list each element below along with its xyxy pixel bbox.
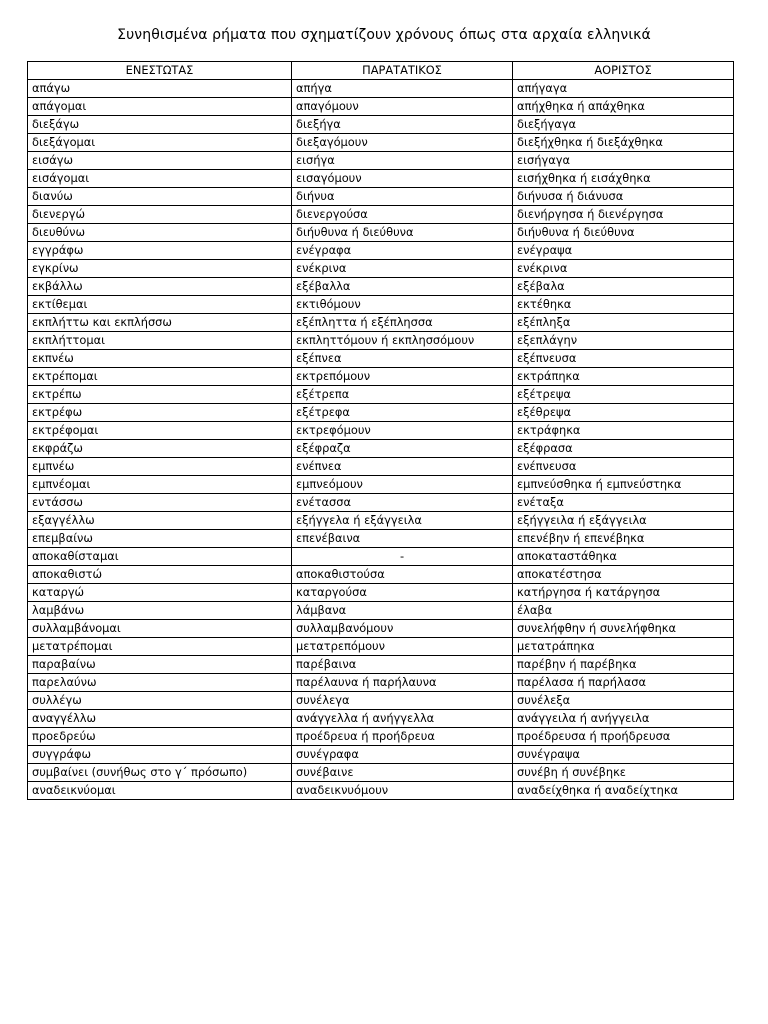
- table-row: [28, 152, 734, 170]
- cell-imperfect: εξέπνεα: [292, 350, 513, 368]
- cell-present: συγγράφω: [28, 746, 292, 764]
- cell-imperfect: εισαγόμουν: [292, 170, 513, 188]
- cell-imperfect: εκτρεφόμουν: [292, 422, 513, 440]
- cell-imperfect: εκτιθόμουν: [292, 296, 513, 314]
- cell-aorist: ενέκρινα: [513, 260, 734, 278]
- cell-aorist: εμπνεύσθηκα ή εμπνεύστηκα: [513, 476, 734, 494]
- cell-imperfect: συνέλεγα: [292, 692, 513, 710]
- cell-imperfect: εκτρεπόμουν: [292, 368, 513, 386]
- cell-imperfect: παρέλαυνα ή παρήλαυνα: [292, 674, 513, 692]
- cell-present: διανύω: [28, 188, 292, 206]
- cell-aorist: συνέλεξα: [513, 692, 734, 710]
- table-row: [28, 674, 734, 692]
- cell-present: εξαγγέλλω: [28, 512, 292, 530]
- cell-aorist: παρέλασα ή παρήλασα: [513, 674, 734, 692]
- cell-aorist: εξέθρεψα: [513, 404, 734, 422]
- cell-aorist: εξέτρεψα: [513, 386, 734, 404]
- cell-aorist: εκτράπηκα: [513, 368, 734, 386]
- table-row: [28, 710, 734, 728]
- table-row: [28, 206, 734, 224]
- table-row: [28, 584, 734, 602]
- cell-imperfect: απήγα: [292, 80, 513, 98]
- cell-aorist: συνελήφθην ή συνελήφθηκα: [513, 620, 734, 638]
- table-row: [28, 188, 734, 206]
- table-body: [28, 80, 734, 800]
- cell-present: αποκαθιστώ: [28, 566, 292, 584]
- cell-aorist: έλαβα: [513, 602, 734, 620]
- cell-aorist: διεξήγαγα: [513, 116, 734, 134]
- cell-imperfect: -: [292, 548, 513, 566]
- cell-imperfect: λάμβανα: [292, 602, 513, 620]
- table-row: [28, 260, 734, 278]
- cell-present: αναγγέλλω: [28, 710, 292, 728]
- cell-present: συλλέγω: [28, 692, 292, 710]
- verb-tenses-table: [27, 61, 734, 800]
- cell-imperfect: εξέπληττα ή εξέπλησσα: [292, 314, 513, 332]
- table-row: [28, 512, 734, 530]
- cell-aorist: διήυθυνα ή διεύθυνα: [513, 224, 734, 242]
- table-row: [28, 656, 734, 674]
- cell-present: αποκαθίσταμαι: [28, 548, 292, 566]
- cell-present: εκπνέω: [28, 350, 292, 368]
- cell-aorist: εκτέθηκα: [513, 296, 734, 314]
- cell-aorist: ανάγγειλα ή ανήγγειλα: [513, 710, 734, 728]
- table-row: [28, 80, 734, 98]
- cell-aorist: εξέπνευσα: [513, 350, 734, 368]
- cell-aorist: συνέγραψα: [513, 746, 734, 764]
- table-row: [28, 386, 734, 404]
- cell-imperfect: εξήγγελα ή εξάγγειλα: [292, 512, 513, 530]
- table-row: [28, 782, 734, 800]
- cell-present: εκτίθεμαι: [28, 296, 292, 314]
- table-row: [28, 476, 734, 494]
- cell-imperfect: ενέπνεα: [292, 458, 513, 476]
- cell-imperfect: αναδεικνυόμουν: [292, 782, 513, 800]
- cell-aorist: εισήγαγα: [513, 152, 734, 170]
- cell-imperfect: συνέβαινε: [292, 764, 513, 782]
- cell-aorist: αποκατέστησα: [513, 566, 734, 584]
- cell-imperfect: διήυθυνα ή διεύθυνα: [292, 224, 513, 242]
- cell-aorist: ενέπνευσα: [513, 458, 734, 476]
- cell-present: παραβαίνω: [28, 656, 292, 674]
- cell-imperfect: συνέγραφα: [292, 746, 513, 764]
- table-row: [28, 170, 734, 188]
- cell-imperfect: παρέβαινα: [292, 656, 513, 674]
- cell-imperfect: ενέγραφα: [292, 242, 513, 260]
- table-row: [28, 116, 734, 134]
- cell-imperfect: διενεργούσα: [292, 206, 513, 224]
- cell-present: παρελαύνω: [28, 674, 292, 692]
- table-row: [28, 224, 734, 242]
- cell-imperfect: διήνυα: [292, 188, 513, 206]
- table-header-row: [28, 62, 734, 80]
- cell-present: μετατρέπομαι: [28, 638, 292, 656]
- cell-aorist: αποκαταστάθηκα: [513, 548, 734, 566]
- cell-present: διεξάγω: [28, 116, 292, 134]
- cell-imperfect: απαγόμουν: [292, 98, 513, 116]
- cell-imperfect: εισήγα: [292, 152, 513, 170]
- table-row: [28, 368, 734, 386]
- cell-aorist: επενέβην ή επενέβηκα: [513, 530, 734, 548]
- table-row: [28, 242, 734, 260]
- cell-aorist: απήγαγα: [513, 80, 734, 98]
- cell-aorist: παρέβην ή παρέβηκα: [513, 656, 734, 674]
- column-header-aorist: ΑΟΡΙΣΤΟΣ: [513, 62, 734, 80]
- table-row: [28, 404, 734, 422]
- cell-imperfect: διεξήγα: [292, 116, 513, 134]
- cell-imperfect: επενέβαινα: [292, 530, 513, 548]
- cell-present: εντάσσω: [28, 494, 292, 512]
- table-row: [28, 98, 734, 116]
- cell-present: διευθύνω: [28, 224, 292, 242]
- cell-present: καταργώ: [28, 584, 292, 602]
- cell-aorist: εξέβαλα: [513, 278, 734, 296]
- cell-present: εκτρέφομαι: [28, 422, 292, 440]
- cell-aorist: αναδείχθηκα ή αναδείχτηκα: [513, 782, 734, 800]
- cell-present: απάγομαι: [28, 98, 292, 116]
- cell-imperfect: συλλαμβανόμουν: [292, 620, 513, 638]
- table-row: [28, 530, 734, 548]
- cell-imperfect: καταργούσα: [292, 584, 513, 602]
- cell-aorist: διεξήχθηκα ή διεξάχθηκα: [513, 134, 734, 152]
- cell-present: εκφράζω: [28, 440, 292, 458]
- cell-present: προεδρεύω: [28, 728, 292, 746]
- cell-present: εκπλήττομαι: [28, 332, 292, 350]
- table-row: [28, 422, 734, 440]
- cell-imperfect: εξέβαλλα: [292, 278, 513, 296]
- cell-imperfect: εμπνεόμουν: [292, 476, 513, 494]
- cell-imperfect: εξέτρεφα: [292, 404, 513, 422]
- cell-aorist: διενήργησα ή διενέργησα: [513, 206, 734, 224]
- cell-imperfect: ενέκρινα: [292, 260, 513, 278]
- cell-imperfect: ενέτασσα: [292, 494, 513, 512]
- table-row: [28, 278, 734, 296]
- cell-aorist: ενέγραψα: [513, 242, 734, 260]
- column-header-imperfect: ΠΑΡΑΤΑΤΙΚΟΣ: [292, 62, 513, 80]
- cell-aorist: εξεπλάγην: [513, 332, 734, 350]
- cell-imperfect: μετατρεπόμουν: [292, 638, 513, 656]
- cell-aorist: εισήχθηκα ή εισάχθηκα: [513, 170, 734, 188]
- table-row: [28, 494, 734, 512]
- cell-aorist: εξέπληξα: [513, 314, 734, 332]
- cell-present: συλλαμβάνομαι: [28, 620, 292, 638]
- cell-imperfect: προέδρευα ή προήδρευα: [292, 728, 513, 746]
- table-row: [28, 746, 734, 764]
- table-row: [28, 620, 734, 638]
- cell-imperfect: εξέφραζα: [292, 440, 513, 458]
- cell-present: διενεργώ: [28, 206, 292, 224]
- table-row: [28, 638, 734, 656]
- table-row: [28, 602, 734, 620]
- cell-present: συμβαίνει (συνήθως στο γ΄ πρόσωπο): [28, 764, 292, 782]
- column-header-present: ΕΝΕΣΤΩΤΑΣ: [28, 62, 292, 80]
- table-row: [28, 458, 734, 476]
- table-row: [28, 692, 734, 710]
- cell-present: εκβάλλω: [28, 278, 292, 296]
- cell-imperfect: εκπληττόμουν ή εκπλησσόμουν: [292, 332, 513, 350]
- cell-present: επεμβαίνω: [28, 530, 292, 548]
- table-row: [28, 566, 734, 584]
- table-row: [28, 440, 734, 458]
- table-row: [28, 728, 734, 746]
- cell-present: αναδεικνύομαι: [28, 782, 292, 800]
- cell-aorist: μετατράπηκα: [513, 638, 734, 656]
- cell-present: εισάγω: [28, 152, 292, 170]
- cell-aorist: απήχθηκα ή απάχθηκα: [513, 98, 734, 116]
- cell-present: εκτρέπομαι: [28, 368, 292, 386]
- table-row: [28, 764, 734, 782]
- cell-aorist: εκτράφηκα: [513, 422, 734, 440]
- cell-aorist: κατήργησα ή κατάργησα: [513, 584, 734, 602]
- cell-present: εισάγομαι: [28, 170, 292, 188]
- cell-present: λαμβάνω: [28, 602, 292, 620]
- table-row: [28, 314, 734, 332]
- cell-present: απάγω: [28, 80, 292, 98]
- cell-aorist: διήνυσα ή διάνυσα: [513, 188, 734, 206]
- cell-present: εκτρέφω: [28, 404, 292, 422]
- table-row: [28, 296, 734, 314]
- cell-present: εγκρίνω: [28, 260, 292, 278]
- cell-present: εκτρέπω: [28, 386, 292, 404]
- table-row: [28, 332, 734, 350]
- cell-aorist: συνέβη ή συνέβηκε: [513, 764, 734, 782]
- cell-imperfect: διεξαγόμουν: [292, 134, 513, 152]
- cell-aorist: εξέφρασα: [513, 440, 734, 458]
- cell-present: εμπνέομαι: [28, 476, 292, 494]
- cell-present: εγγράφω: [28, 242, 292, 260]
- cell-aorist: εξήγγειλα ή εξάγγειλα: [513, 512, 734, 530]
- cell-aorist: προέδρευσα ή προήδρευσα: [513, 728, 734, 746]
- page-title: Συνηθισμένα ρήματα που σχηματίζουν χρόνους όπως στα αρχαία ελληνικά: [117, 27, 651, 43]
- table-row: [28, 350, 734, 368]
- cell-imperfect: ανάγγελλα ή ανήγγελλα: [292, 710, 513, 728]
- table-row: [28, 134, 734, 152]
- cell-aorist: ενέταξα: [513, 494, 734, 512]
- cell-present: εκπλήττω και εκπλήσσω: [28, 314, 292, 332]
- table-row: [28, 548, 734, 566]
- cell-imperfect: εξέτρεπα: [292, 386, 513, 404]
- cell-present: εμπνέω: [28, 458, 292, 476]
- cell-present: διεξάγομαι: [28, 134, 292, 152]
- cell-imperfect: αποκαθιστούσα: [292, 566, 513, 584]
